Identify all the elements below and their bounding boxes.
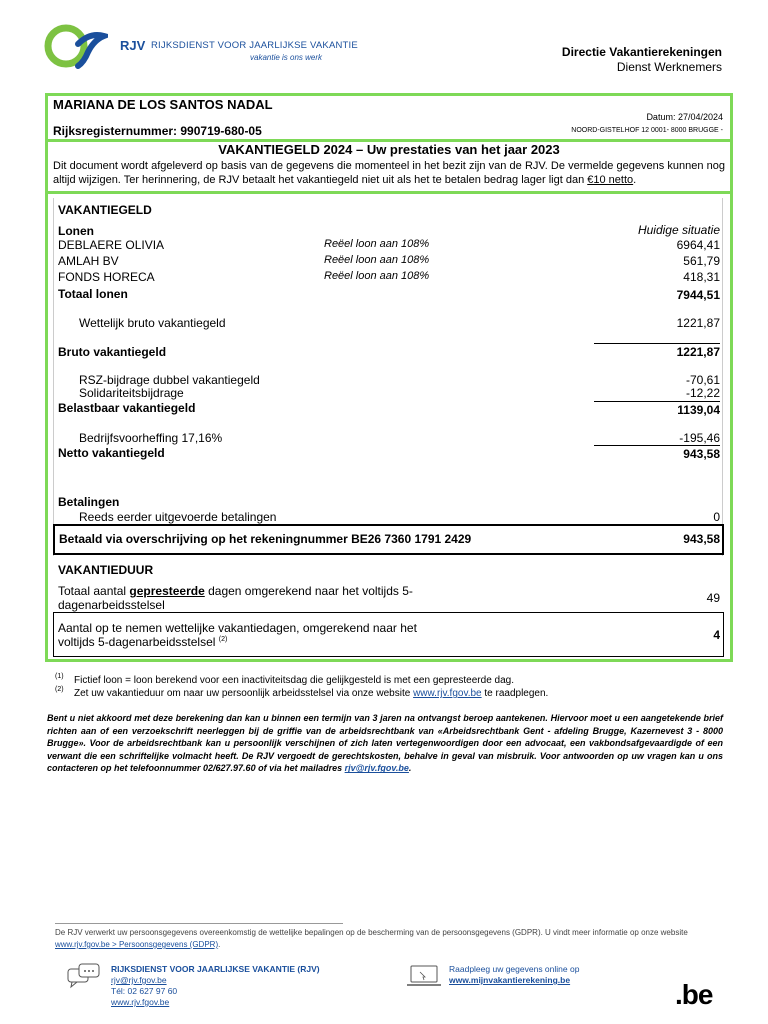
payments-section: Betalingen xyxy=(58,495,120,509)
leave-days-label: Aantal op te nemen wettelijke vakantiedagen, omgerekend naar het xyxy=(58,621,417,635)
department: Dienst Werknemers xyxy=(616,60,722,74)
worked-days-label-cont: dagenarbeidsstelsel xyxy=(58,598,165,612)
chat-bubbles-icon xyxy=(67,963,101,989)
employer-name: AMLAH BV xyxy=(58,254,119,268)
footer-rule xyxy=(55,923,343,924)
rjv-website-link[interactable]: www.rjv.fgov.be xyxy=(413,688,482,699)
wages-label: Lonen xyxy=(58,224,94,238)
leave-days-label-cont: voltijds 5-dagenarbeidsstelsel $^{(2)}$ xyxy=(58,635,228,649)
document-date: Datum: 27/04/2024 xyxy=(646,112,723,122)
leave-days-value: 4 xyxy=(713,628,720,642)
worked-days-value: 49 xyxy=(706,591,720,605)
org-web-link[interactable]: www.rjv.fgov.be xyxy=(111,997,170,1007)
net: 943,58 xyxy=(683,447,720,461)
intro-text: Dit document wordt afgeleverd op basis van de gegevens die momenteel in het bezit zijn van de RJV. De vermelde gegevens kunnen nog altijd wijzigen. Ter herinnering, de RJV betaalt het vakantiegeld niet uit als het te betalen bedrag lager ligt dan €10 netto. xyxy=(53,160,725,186)
sum-rule xyxy=(594,445,720,446)
previous-payments: 0 xyxy=(713,510,720,524)
employer-note: Reëel loon aan 108% xyxy=(324,270,430,282)
legal-gross-label: Wettelijk bruto vakantiegeld xyxy=(79,316,226,330)
employer-amount: 561,79 xyxy=(683,254,720,268)
rsz: -70,61 xyxy=(685,373,720,387)
employer-amount: 6964,41 xyxy=(676,238,720,252)
footnote-2: Zet uw vakantieduur om naar uw persoonlijk arbeidsstelsel via onze website www.rjv.fgov.be te raadplegen. xyxy=(74,688,549,699)
org-contact xyxy=(111,964,320,1008)
footnote-1: Fictief loon = loon berekend voor een inactiviteitsdag die gelijkgesteld is met een gepresteerde dag. xyxy=(74,675,514,686)
taxable-label: Belastbaar vakantiegeld xyxy=(58,401,196,415)
threshold-amount: €10 netto xyxy=(587,174,634,186)
document-title: VAKANTIEGELD 2024 – Uw prestaties van het jaar 2023 xyxy=(218,142,560,157)
withholding-label: Bedrijfsvoorheffing 17,16% xyxy=(79,431,223,445)
employer-amount: 418,31 xyxy=(683,270,720,284)
gross-label: Bruto vakantiegeld xyxy=(58,345,167,359)
org-phone: Tél: 02 627 97 60 xyxy=(111,986,178,996)
rjv-email-link[interactable]: rjv@rjv.fgov.be xyxy=(344,763,409,774)
legal-notice: Bent u niet akkoord met deze berekening dan kan u binnen een termijn van 3 jaren na ontvangst beroep aantekenen. Hiervoor moet u een aangetekende brief richten aan of een verzoekschrift neerleggen bij de griffie van de arbeidsrechtbank van «Arbeidsrechtbank Gent - afdeling Brugge, Kazernevest 3 - 8000 Brugge». Voor de arbeidsrechtbank kan u persoonlijk verschijnen of zich laten vertegenwoordigen door een advocaat, een vakbondsafgevaardigde of een verwant die een schriftelijke volmacht heeft. De RJV vergoedt de gerechtskosten, behalve in geval van misbruik. Voor antwoorden op uw vragen kan u ons contacteren op het telefoonnummer 02/627.97.60 of via het mailadres rjv@rjv.fgov.be. xyxy=(47,713,723,774)
previous-payments-label: Reeds eerder uitgevoerde betalingen xyxy=(79,510,277,524)
section-vakantieduur: VAKANTIEDUUR xyxy=(58,563,154,577)
rjv-logo-icon xyxy=(44,22,108,70)
online-contact xyxy=(449,964,579,986)
net-label: Netto vakantiegeld xyxy=(58,446,165,460)
footnote-mark: (1) xyxy=(55,673,64,680)
brand-short: RJV xyxy=(120,38,146,53)
person-address: NOORD-GISTELHOF 12 0001- 8000 BRUGGE - xyxy=(571,127,723,134)
org-email-link[interactable]: rjv@rjv.fgov.be xyxy=(111,975,167,985)
rsz-label: RSZ-bijdrage dubbel vakantiegeld xyxy=(79,373,260,387)
taxable: 1139,04 xyxy=(677,403,720,417)
footnote-ref: (2) xyxy=(218,636,228,643)
sum-rule xyxy=(594,343,720,344)
transfer-label: Betaald via overschrijving op het rekeningnummer BE26 7360 1791 2429 xyxy=(59,532,472,546)
employer-note: Reëel loon aan 108% xyxy=(324,254,430,266)
solidarity-label: Solidariteitsbijdrage xyxy=(79,386,184,400)
worked-days-label: Totaal aantal gepresteerde dagen omgerekend naar het voltijds 5- xyxy=(58,584,413,598)
brand-full: RIJKSDIENST VOOR JAARLIJKSE VAKANTIE xyxy=(151,40,358,51)
online-label: Raadpleeg uw gegevens online op xyxy=(449,964,580,974)
section-vakantiegeld: VAKANTIEGELD xyxy=(58,203,152,217)
total-wages-label: Totaal lonen xyxy=(58,287,128,301)
employer-name: FONDS HORECA xyxy=(58,270,155,284)
org-name: RIJKSDIENST VOOR JAARLIJKSE VAKANTIE (RJV) xyxy=(111,964,320,974)
withholding: -195,46 xyxy=(679,431,720,445)
frame-divider xyxy=(45,191,733,194)
gdpr-link[interactable]: www.rjv.fgov.be > Persoonsgegevens (GDPR) xyxy=(55,940,219,949)
laptop-icon xyxy=(406,964,442,988)
situation-label: Huidige situatie xyxy=(637,223,720,237)
gdpr-notice: De RJV verwerkt uw persoonsgegevens overeenkomstig de wettelijke bepalingen op de bescherming van de persoonsgegevens (GDPR). U vindt meer informatie op onze website www.rjv.fgov.be > Persoonsgegevens (GDPR). xyxy=(55,928,688,949)
be-logo: .be xyxy=(675,979,713,1010)
brand-tagline: vakantie is ons werk xyxy=(250,53,323,62)
directorate: Directie Vakantierekeningen xyxy=(561,45,722,59)
person-name: MARIANA DE LOS SANTOS NADAL xyxy=(53,97,273,112)
solidarity: -12,22 xyxy=(685,386,720,400)
legal-gross: 1221,87 xyxy=(676,316,720,330)
footnote-mark: (2) xyxy=(55,686,64,693)
registry-number: Rijksregisternummer: 990719-680-05 xyxy=(53,124,262,138)
employer-note: Reëel loon aan 108% xyxy=(324,238,430,250)
online-site-link[interactable]: www.mijnvakantierekening.be xyxy=(449,975,571,985)
total-wages: 7944,51 xyxy=(676,288,720,302)
employer-name: DEBLAERE OLIVIA xyxy=(58,238,165,252)
transfer-amount: 943,58 xyxy=(683,532,720,546)
sum-rule xyxy=(594,401,720,402)
gross: 1221,87 xyxy=(676,345,720,359)
